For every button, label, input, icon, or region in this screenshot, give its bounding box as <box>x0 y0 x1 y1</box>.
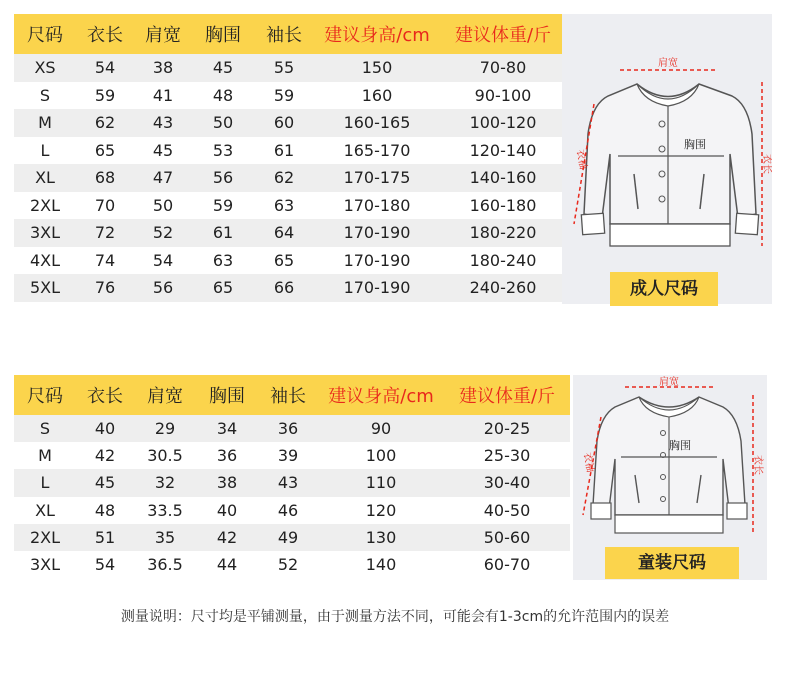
table-cell: S <box>14 415 76 442</box>
table-cell: 65 <box>273 250 295 270</box>
table-cell: XL <box>35 500 55 520</box>
table-cell: 52 <box>134 219 192 247</box>
table-cell: 33.5 <box>147 500 183 520</box>
table-cell: 39 <box>277 446 299 466</box>
table-cell: 45 <box>192 54 254 82</box>
table-cell: 5XL <box>14 274 76 302</box>
table-cell: 61 <box>192 219 254 247</box>
table-cell: 40-50 <box>483 500 531 520</box>
table-cell: 170-190 <box>343 250 411 270</box>
table-cell: 48 <box>212 85 234 105</box>
header-length: 衣长 <box>76 375 134 415</box>
table-cell: 160-165 <box>314 109 440 137</box>
table-cell: 110 <box>318 469 444 496</box>
shoulder-label: 肩宽 <box>658 58 678 69</box>
table-cell: 48 <box>94 500 116 520</box>
table-cell: 150 <box>314 54 440 82</box>
table-cell: 61 <box>273 140 295 160</box>
header-height: 建议身高/cm <box>314 14 440 54</box>
table-cell: 60-70 <box>483 555 531 575</box>
table-cell: 36 <box>258 415 318 442</box>
table-cell: 62 <box>254 164 314 192</box>
kids-size-table <box>14 375 570 578</box>
jacket-diagram-adult <box>562 14 772 304</box>
table-cell: 43 <box>134 109 192 137</box>
table-cell: M <box>14 109 76 137</box>
table-cell: S <box>39 85 51 105</box>
table-cell: 165-170 <box>343 140 411 160</box>
table-cell: 120 <box>365 500 397 520</box>
shoulder-label: 肩宽 <box>659 377 679 388</box>
table-cell: 20-25 <box>444 415 570 442</box>
table-row <box>14 219 566 247</box>
table-cell: 64 <box>254 219 314 247</box>
table-cell: 240-260 <box>440 274 566 302</box>
sleeve-label: 衣袖 <box>581 451 596 474</box>
adult-caption: 成人尺码 <box>610 272 718 306</box>
table-cell: 170-175 <box>314 164 440 192</box>
kids-table-header <box>14 375 570 415</box>
table-cell: 56 <box>192 164 254 192</box>
table-cell: 62 <box>76 109 134 137</box>
table-cell: 65 <box>94 140 116 160</box>
table-cell: L <box>14 469 76 496</box>
table-cell: 40 <box>76 415 134 442</box>
table-cell: 2XL <box>14 524 76 551</box>
table-cell: 76 <box>76 274 134 302</box>
table-cell: 130 <box>318 524 444 551</box>
header-shoulder: 肩宽 <box>134 375 196 415</box>
length-label: 衣长 <box>761 154 772 174</box>
table-cell: 38 <box>134 54 192 82</box>
adult-size-table <box>14 14 566 302</box>
table-cell: XS <box>14 54 76 82</box>
table-cell: 30-40 <box>444 469 570 496</box>
table-cell: L <box>40 140 50 160</box>
table-cell: 170-190 <box>314 219 440 247</box>
table-cell: 44 <box>216 555 238 575</box>
header-shoulder: 肩宽 <box>134 14 192 54</box>
adult-table-header <box>14 14 566 54</box>
table-cell: 60 <box>254 109 314 137</box>
table-cell: 41 <box>152 85 174 105</box>
table-cell: 36.5 <box>147 555 183 575</box>
table-cell: 50 <box>152 195 174 215</box>
table-row <box>14 82 566 110</box>
table-cell: 70 <box>94 195 116 215</box>
table-cell: 40 <box>216 500 238 520</box>
table-cell: 42 <box>196 524 258 551</box>
header-sleeve: 袖长 <box>254 14 314 54</box>
table-cell: 45 <box>152 140 174 160</box>
table-cell: 90 <box>318 415 444 442</box>
table-cell: 34 <box>196 415 258 442</box>
table-cell: 54 <box>94 555 116 575</box>
table-cell: 45 <box>76 469 134 496</box>
table-cell: 59 <box>273 85 295 105</box>
table-cell: 65 <box>192 274 254 302</box>
table-cell: 52 <box>277 555 299 575</box>
table-cell: 140-160 <box>440 164 566 192</box>
table-cell: XL <box>14 164 76 192</box>
table-cell: 53 <box>212 140 234 160</box>
header-height: 建议身高/cm <box>318 375 444 415</box>
sleeve-label: 衣袖 <box>574 148 589 171</box>
table-cell: 170-180 <box>343 195 411 215</box>
table-cell: 74 <box>94 250 116 270</box>
table-cell: 100-120 <box>440 109 566 137</box>
table-cell: 32 <box>134 469 196 496</box>
header-weight: 建议体重/斤 <box>444 375 570 415</box>
table-cell: 72 <box>76 219 134 247</box>
table-cell: 68 <box>76 164 134 192</box>
table-row <box>14 247 566 275</box>
table-cell: 3XL <box>14 219 76 247</box>
table-cell: 50-60 <box>444 524 570 551</box>
table-cell: 38 <box>196 469 258 496</box>
table-row <box>14 415 570 442</box>
table-cell: 120-140 <box>469 140 537 160</box>
kids-caption: 童装尺码 <box>605 547 739 579</box>
table-cell: 70-80 <box>440 54 566 82</box>
table-row <box>14 192 566 220</box>
length-label: 衣长 <box>752 455 763 475</box>
kids-diagram-panel <box>573 375 767 580</box>
header-length: 衣长 <box>76 14 134 54</box>
table-cell: 160-180 <box>469 195 537 215</box>
header-weight: 建议体重/斤 <box>440 14 566 54</box>
table-cell: 56 <box>134 274 192 302</box>
table-row <box>14 54 566 82</box>
table-cell: 36 <box>216 446 238 466</box>
table-cell: 51 <box>76 524 134 551</box>
header-chest: 胸围 <box>196 375 258 415</box>
table-row <box>14 469 570 496</box>
table-cell: 59 <box>212 195 234 215</box>
table-cell: 63 <box>273 195 295 215</box>
table-cell: 43 <box>258 469 318 496</box>
table-cell: 100 <box>365 446 397 466</box>
table-row <box>14 551 570 578</box>
table-cell: M <box>38 446 52 466</box>
table-cell: 2XL <box>29 195 61 215</box>
table-cell: 47 <box>134 164 192 192</box>
table-cell: 63 <box>212 250 234 270</box>
header-size: 尺码 <box>14 14 76 54</box>
table-row <box>14 524 570 551</box>
table-cell: 54 <box>152 250 174 270</box>
table-cell: 66 <box>254 274 314 302</box>
table-row <box>14 137 566 165</box>
table-cell: 4XL <box>29 250 61 270</box>
table-row <box>14 274 566 302</box>
table-cell: 90-100 <box>474 85 532 105</box>
table-cell: 55 <box>254 54 314 82</box>
table-cell: 59 <box>94 85 116 105</box>
table-cell: 42 <box>94 446 116 466</box>
table-cell: 180-220 <box>440 219 566 247</box>
table-cell: 170-190 <box>314 274 440 302</box>
adult-diagram-panel <box>562 14 772 304</box>
table-cell: 160 <box>361 85 393 105</box>
table-cell: 49 <box>258 524 318 551</box>
chest-label: 胸围 <box>669 439 691 452</box>
table-row <box>14 109 566 137</box>
table-cell: 140 <box>365 555 397 575</box>
header-chest: 胸围 <box>192 14 254 54</box>
table-cell: 3XL <box>29 555 61 575</box>
measurement-note: 测量说明：尺寸均是平铺测量，由于测量方法不同，可能会有1-3cm的允许范围内的误差 <box>120 609 670 625</box>
table-cell: 180-240 <box>469 250 537 270</box>
table-cell: 25-30 <box>483 446 531 466</box>
header-size: 尺码 <box>14 375 76 415</box>
chest-label: 胸围 <box>684 138 706 151</box>
table-row <box>14 442 570 469</box>
table-row <box>14 164 566 192</box>
table-cell: 35 <box>134 524 196 551</box>
table-row <box>14 497 570 524</box>
table-cell: 50 <box>192 109 254 137</box>
table-cell: 29 <box>134 415 196 442</box>
table-cell: 46 <box>277 500 299 520</box>
table-cell: 30.5 <box>147 446 183 466</box>
table-cell: 54 <box>76 54 134 82</box>
header-sleeve: 袖长 <box>258 375 318 415</box>
